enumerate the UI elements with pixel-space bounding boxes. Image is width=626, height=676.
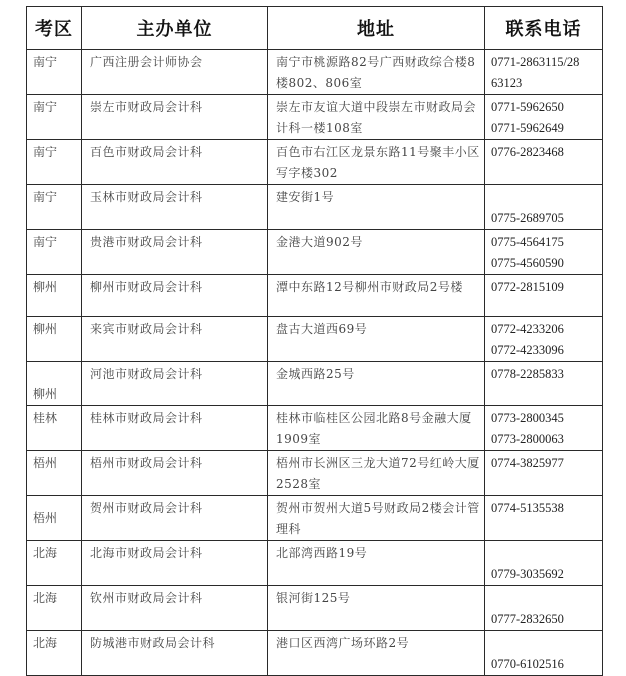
- phone-number: 0776-2823468: [491, 145, 564, 159]
- address-cell: 百色市右江区龙景东路11号聚丰小区写字楼302: [268, 140, 485, 185]
- phone-number: 63123: [491, 76, 523, 90]
- organizer-cell: 梧州市财政局会计科: [82, 451, 268, 496]
- table-row: [27, 541, 603, 586]
- organizer-cell: 广西注册会计师协会: [82, 50, 268, 95]
- organizer-cell: 崇左市财政局会计科: [82, 95, 268, 140]
- organizer-cell: 防城港市财政局会计科: [82, 631, 268, 676]
- phone-number: 0775-4560590: [491, 256, 564, 270]
- phone-number: 0773-2800345: [491, 411, 564, 425]
- phone-number: 0778-2285833: [491, 367, 564, 381]
- table-row: [27, 631, 603, 676]
- address-cell: 银河街125号: [268, 586, 485, 631]
- table-row: [27, 275, 603, 317]
- phone-cell: [485, 317, 603, 362]
- header-address: 地址: [268, 7, 485, 50]
- header-organizer: 主办单位: [82, 7, 268, 50]
- phone-cell: [485, 451, 603, 496]
- phone-number: 0773-2800063: [491, 432, 564, 446]
- organizer-cell: 河池市财政局会计科: [82, 362, 268, 406]
- phone-number: 0770-6102516: [491, 657, 564, 671]
- phone-number: 0771-2863115/28: [491, 55, 580, 69]
- region-cell: 柳州: [27, 362, 82, 406]
- address-cell: 南宁市桃源路82号广西财政综合楼8楼802、806室: [268, 50, 485, 95]
- table-header-row: [27, 7, 603, 50]
- phone-cell: [485, 362, 603, 406]
- address-cell: 建安街1号: [268, 185, 485, 230]
- organizer-cell: 钦州市财政局会计科: [82, 586, 268, 631]
- header-region: 考区: [27, 7, 82, 50]
- phone-number: 0779-3035692: [491, 567, 564, 581]
- table-row: [27, 95, 603, 140]
- region-cell: 梧州: [27, 451, 82, 496]
- phone-cell: [485, 275, 603, 317]
- table-row: [27, 362, 603, 406]
- phone-number: 0772-4233206: [491, 322, 564, 336]
- phone-cell: [485, 541, 603, 586]
- organizer-cell: 贺州市财政局会计科: [82, 496, 268, 541]
- phone-cell: [485, 230, 603, 275]
- region-cell: 北海: [27, 541, 82, 586]
- phone-cell: [485, 95, 603, 140]
- phone-number: 0775-2689705: [491, 211, 564, 225]
- phone-number: [491, 588, 602, 609]
- phone-cell: [485, 496, 603, 541]
- region-cell: 北海: [27, 586, 82, 631]
- region-cell: 南宁: [27, 140, 82, 185]
- phone-cell: [485, 406, 603, 451]
- address-cell: 梧州市长洲区三龙大道72号红岭大厦2528室: [268, 451, 485, 496]
- phone-number: 0777-2832650: [491, 612, 564, 626]
- phone-number: [491, 543, 602, 564]
- region-cell: 柳州: [27, 275, 82, 317]
- phone-cell: [485, 185, 603, 230]
- phone-cell: [485, 50, 603, 95]
- phone-number: 0772-4233096: [491, 343, 564, 357]
- region-cell: 南宁: [27, 230, 82, 275]
- table-row: [27, 451, 603, 496]
- region-cell: 梧州: [27, 496, 82, 541]
- phone-number: 0775-4564175: [491, 235, 564, 249]
- table-row: [27, 406, 603, 451]
- address-cell: 贺州市贺州大道5号财政局2楼会计管理科: [268, 496, 485, 541]
- address-cell: 港口区西湾广场环路2号: [268, 631, 485, 676]
- address-cell: 盘古大道西69号: [268, 317, 485, 362]
- region-cell: 南宁: [27, 185, 82, 230]
- region-cell: 桂林: [27, 406, 82, 451]
- table-row: [27, 50, 603, 95]
- header-phone: 联系电话: [485, 7, 603, 50]
- region-cell: 北海: [27, 631, 82, 676]
- contact-table-container: [26, 6, 602, 676]
- region-cell: 柳州: [27, 317, 82, 362]
- organizer-cell: 玉林市财政局会计科: [82, 185, 268, 230]
- address-cell: 北部湾西路19号: [268, 541, 485, 586]
- phone-number: 0771-5962649: [491, 121, 564, 135]
- phone-cell: [485, 586, 603, 631]
- organizer-cell: 贵港市财政局会计科: [82, 230, 268, 275]
- phone-cell: [485, 631, 603, 676]
- table-body: [27, 50, 603, 676]
- address-cell: 金城西路25号: [268, 362, 485, 406]
- address-cell: 桂林市临桂区公园北路8号金融大厦1909室: [268, 406, 485, 451]
- address-cell: 金港大道902号: [268, 230, 485, 275]
- region-cell: 南宁: [27, 50, 82, 95]
- address-cell: 崇左市友谊大道中段崇左市财政局会计科一楼108室: [268, 95, 485, 140]
- table-row: [27, 317, 603, 362]
- organizer-cell: 北海市财政局会计科: [82, 541, 268, 586]
- phone-number: [491, 187, 602, 208]
- phone-number: 0772-2815109: [491, 280, 564, 294]
- organizer-cell: 桂林市财政局会计科: [82, 406, 268, 451]
- organizer-cell: 来宾市财政局会计科: [82, 317, 268, 362]
- phone-number: 0771-5962650: [491, 100, 564, 114]
- phone-cell: [485, 140, 603, 185]
- region-cell: 南宁: [27, 95, 82, 140]
- exam-region-contact-table: [26, 6, 603, 676]
- address-cell: 潭中东路12号柳州市财政局2号楼: [268, 275, 485, 317]
- table-row: [27, 185, 603, 230]
- table-row: [27, 496, 603, 541]
- phone-number: [491, 633, 602, 654]
- phone-number: 0774-3825977: [491, 456, 564, 470]
- organizer-cell: 柳州市财政局会计科: [82, 275, 268, 317]
- table-row: [27, 230, 603, 275]
- phone-number: 0774-5135538: [491, 501, 564, 515]
- table-row: [27, 586, 603, 631]
- organizer-cell: 百色市财政局会计科: [82, 140, 268, 185]
- table-row: [27, 140, 603, 185]
